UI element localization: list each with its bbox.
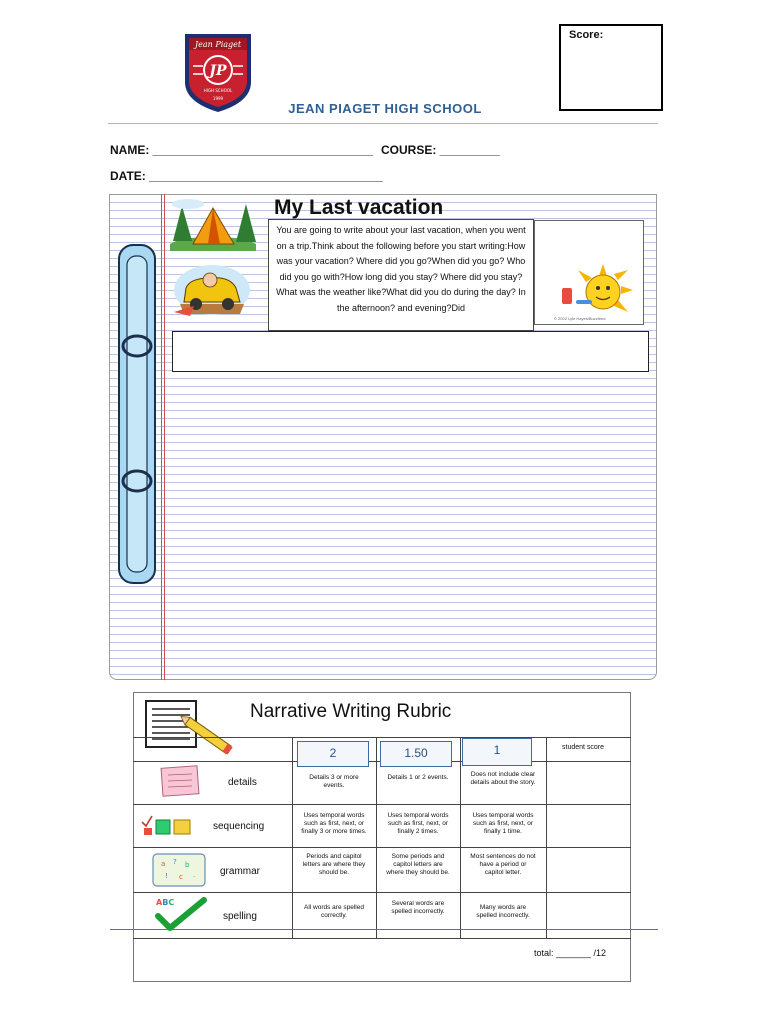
svg-text:b: b (185, 861, 190, 869)
rubric-label-spelling: spelling (223, 911, 257, 922)
rubric-divider (292, 737, 293, 938)
school-name: JEAN PIAGET HIGH SCHOOL (288, 101, 482, 116)
svg-text:a: a (161, 860, 166, 868)
rubric-cell: Details 1 or 2 events. (387, 774, 449, 781)
rubric-cell: Uses temporal words such as first, next, or finally 1 time. (472, 812, 534, 835)
rubric-cell: Uses temporal words such as first, next, or finally 3 or more times. (301, 812, 367, 835)
svg-text:!: ! (165, 872, 168, 880)
score-label: Score: (569, 29, 604, 41)
footer-divider (110, 929, 658, 930)
course-field[interactable]: COURSE: _________ (381, 143, 500, 157)
svg-text:JP: JP (209, 63, 227, 79)
svg-text:.: . (193, 871, 196, 879)
svg-text:ABC: ABC (156, 898, 175, 907)
header-divider (108, 123, 658, 124)
answer-box[interactable] (172, 331, 649, 372)
svg-text:Jean Piaget: Jean Piaget (194, 40, 242, 49)
score-header-2: 2 (297, 741, 369, 767)
abc-checkmark-icon (150, 896, 210, 932)
rubric-label-sequencing: sequencing (213, 821, 265, 832)
score-header-1-50: 1.50 (380, 741, 452, 767)
rubric-cell: Most sentences do not have a period or capitol letter. (470, 853, 536, 876)
rubric-cell: Several words are spelled incorrectly. (391, 900, 445, 915)
rubric-divider (460, 737, 461, 938)
instructions-box (268, 219, 534, 331)
rubric-divider (133, 847, 631, 848)
rubric-cell: Periods and capitol letters are where they should be. (302, 853, 366, 876)
rubric-title: Narrative Writing Rubric (250, 701, 452, 722)
svg-text:HIGH SCHOOL: HIGH SCHOOL (203, 88, 233, 93)
svg-text:c: c (179, 873, 183, 881)
rubric-cell: Details 3 or more events. (309, 774, 359, 789)
margin-line (161, 194, 162, 680)
score-header-1: 1 (462, 738, 532, 766)
rubric-divider (133, 938, 631, 939)
margin-line (164, 194, 165, 680)
svg-text:1999: 1999 (212, 96, 224, 101)
grammar-letters-icon (151, 852, 207, 888)
car-trip-image (170, 262, 254, 318)
total-score-field[interactable]: total: _______ /12 (534, 948, 607, 958)
svg-text:?: ? (173, 858, 177, 866)
rubric-divider (546, 737, 547, 938)
rubric-cell: Some periods and capitol letters are where they should be. (386, 853, 450, 876)
rubric-cell: Many words are spelled incorrectly. (476, 904, 530, 919)
rubric-label-grammar: grammar (220, 866, 261, 877)
instructions-text: You are going to write about your last vacation, when you went on a trip.Think about the following before you start writing:How was your vacation? Where did you go?When did you go? Who did you go with?How long did you stay? Where did you stay?What was the weather like?What did you do during the day? In the afternoon? and evening?Did (276, 225, 526, 313)
rubric-cell: Uses temporal words such as first, next, or finally 2 times. (387, 812, 449, 835)
binder-rings-icon (118, 244, 156, 584)
student-score-label: student score (562, 744, 605, 751)
sun-image (548, 262, 638, 322)
notepad-pencil-icon (144, 699, 242, 757)
rubric-divider (133, 804, 631, 805)
sequencing-blocks-icon (140, 812, 196, 838)
rubric-divider (133, 737, 631, 738)
worksheet-title: My Last vacation (274, 196, 444, 219)
rubric-label-details: details (228, 777, 257, 788)
sticky-notes-icon (156, 765, 204, 799)
tent-camping-image (168, 196, 258, 251)
rubric-divider (133, 892, 631, 893)
rubric-cell: Does not include clear details about the story. (470, 771, 536, 786)
name-field[interactable]: NAME: _________________________________ (110, 143, 373, 157)
rubric-cell: All words are spelled correctly. (304, 904, 364, 919)
rubric-divider (376, 737, 377, 938)
date-field[interactable]: DATE: ___________________________________ (110, 169, 383, 183)
sun-image-caption: © 2002 Lyle Hayes/Buzzfeed (554, 316, 606, 321)
